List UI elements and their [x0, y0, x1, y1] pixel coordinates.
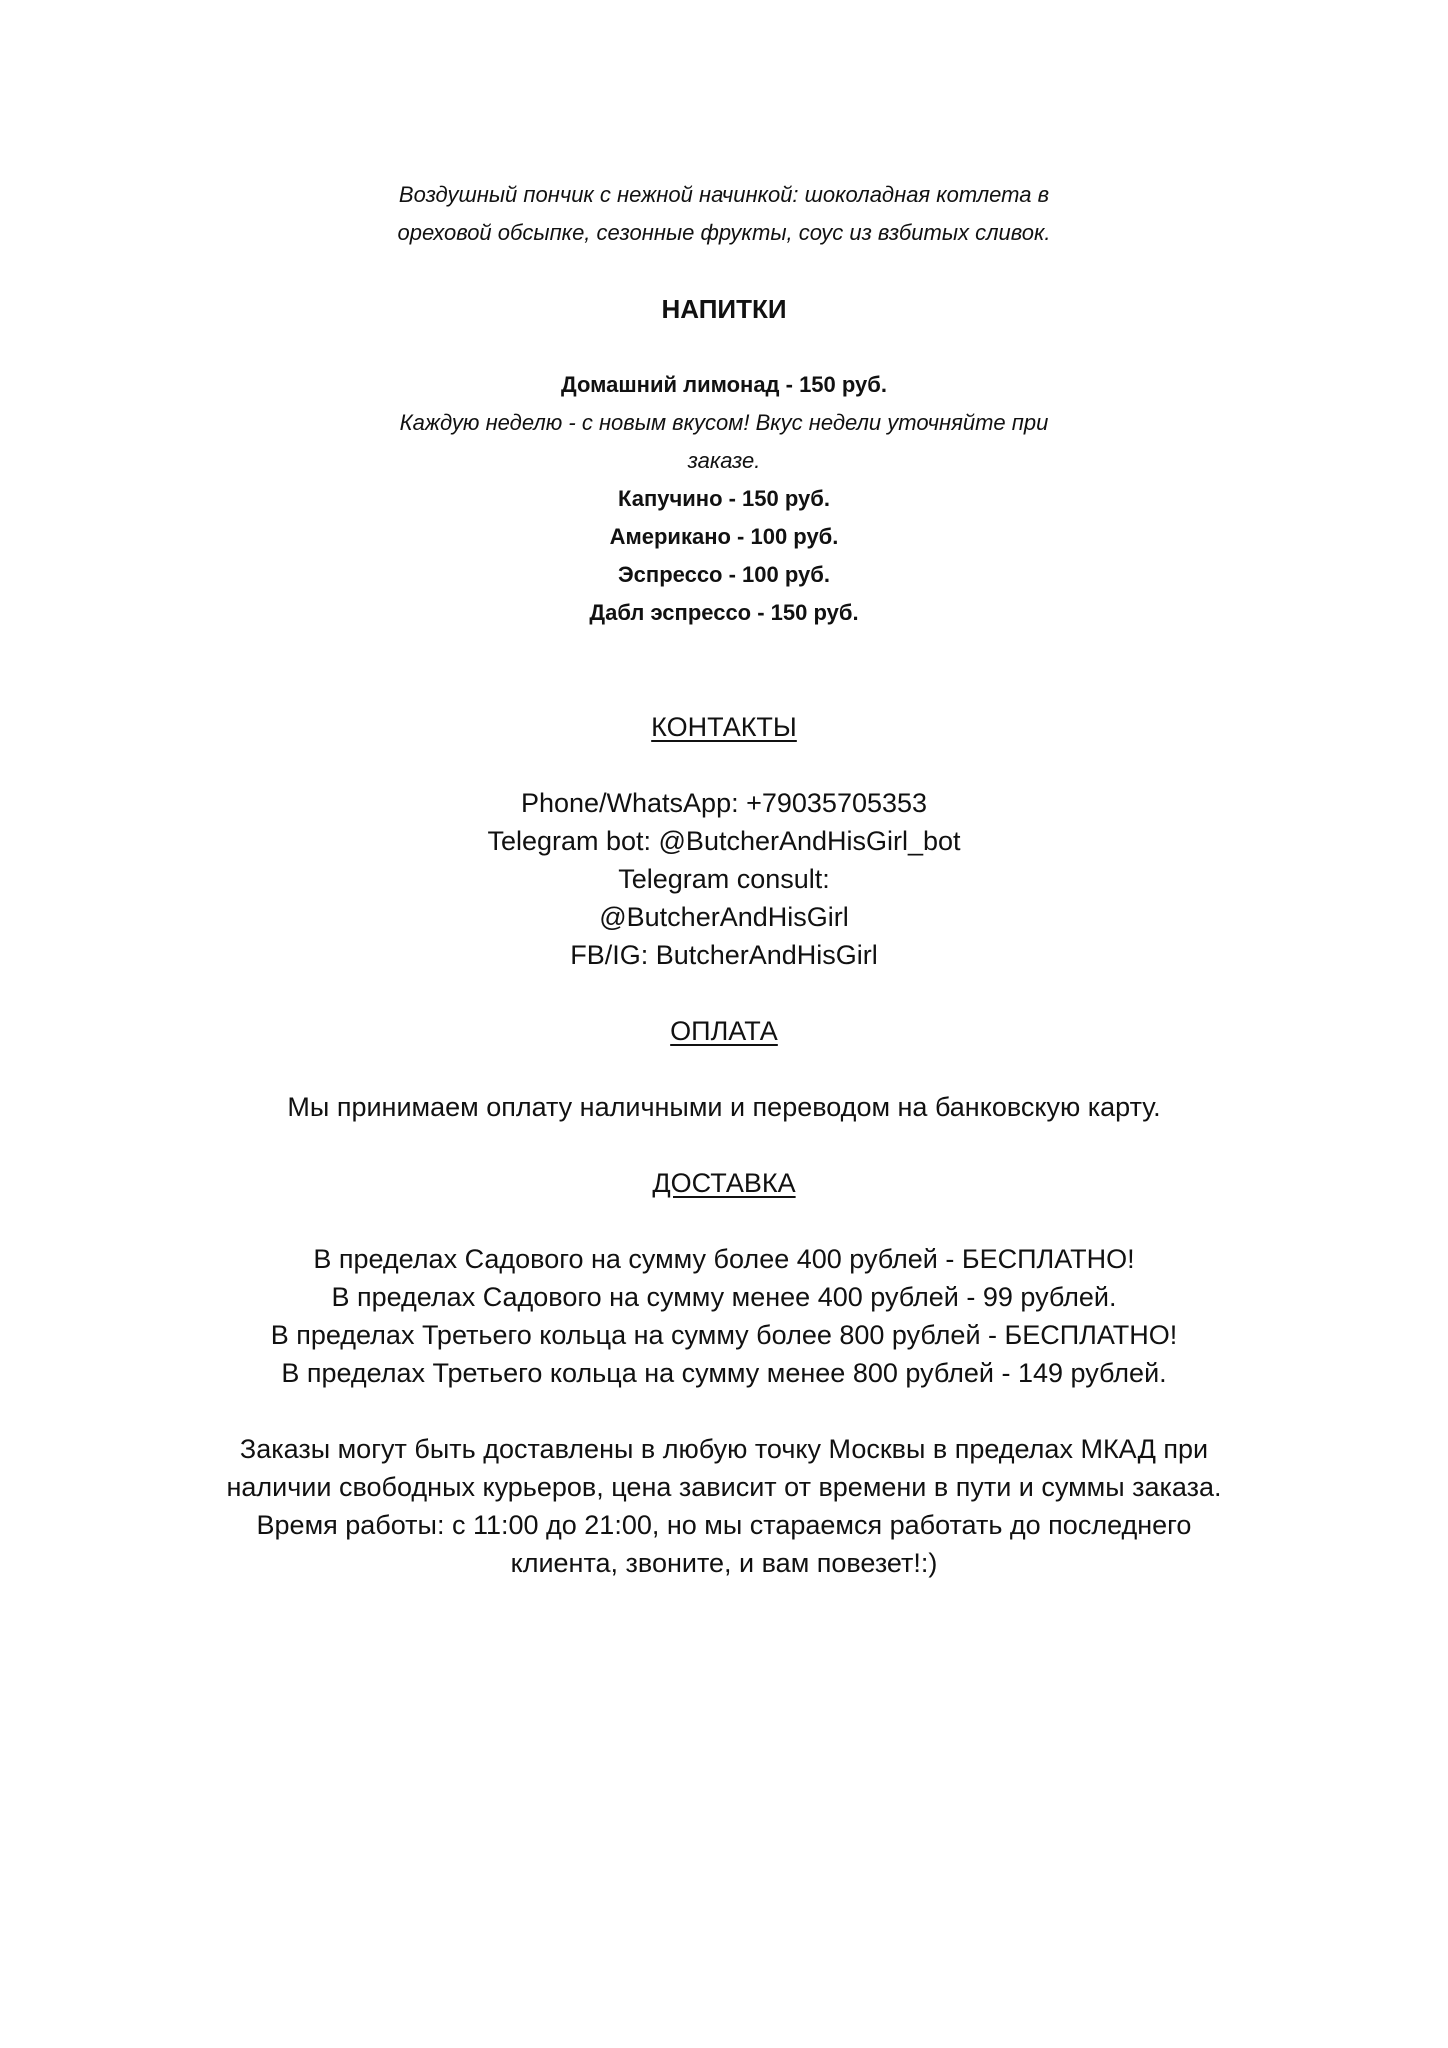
delivery-note-line-1: Заказы могут быть доставлены в любую точку Москвы в пределах МКАД при: [239, 1434, 1209, 1464]
delivery-rate-2: В пределах Садового на сумму менее 400 рублей - 99 рублей.: [331, 1282, 1117, 1312]
drink-item-espresso: Эспрессо - 100 руб.: [618, 562, 830, 587]
payment-heading: ОПЛАТА: [670, 1016, 778, 1046]
contacts-heading: КОНТАКТЫ: [651, 712, 797, 742]
delivery-rate-4: В пределах Третьего кольца на сумму менее 800 рублей - 149 рублей.: [281, 1358, 1167, 1388]
contact-telegram-bot: Telegram bot: @ButcherAndHisGirl_bot: [487, 826, 961, 856]
payment-text: Мы принимаем оплату наличными и переводом на банковскую карту.: [287, 1092, 1161, 1122]
delivery-note-line-2: наличии свободных курьеров, цена зависит от времени в пути и суммы заказа.: [226, 1472, 1222, 1502]
delivery-rate-3: В пределах Третьего кольца на сумму более 800 рублей - БЕСПЛАТНО!: [270, 1320, 1178, 1350]
drink-item-americano: Американо - 100 руб.: [609, 524, 839, 549]
delivery-heading: ДОСТАВКА: [652, 1168, 796, 1198]
lemonade-title: Домашний лимонад - 150 руб.: [561, 372, 887, 397]
contact-telegram-consult-handle: @ButcherAndHisGirl: [599, 902, 849, 932]
dessert-description-line-1: Воздушный пончик с нежной начинкой: шоколадная котлета в: [398, 182, 1050, 207]
contact-telegram-consult-label: Telegram consult:: [618, 864, 830, 894]
contact-fb-ig: FB/IG: ButcherAndHisGirl: [570, 940, 878, 970]
delivery-rate-1: В пределах Садового на сумму более 400 рублей - БЕСПЛАТНО!: [313, 1244, 1135, 1274]
drinks-heading: НАПИТКИ: [661, 294, 787, 324]
delivery-note-line-3: Время работы: с 11:00 до 21:00, но мы стараемся работать до последнего: [256, 1510, 1192, 1540]
dessert-description-line-2: ореховой обсыпке, сезонные фрукты, соус из взбитых сливок.: [397, 220, 1051, 245]
drink-item-double-espresso: Дабл эспрессо - 150 руб.: [589, 600, 859, 625]
contact-phone: Phone/WhatsApp: +79035705353: [520, 788, 928, 818]
lemonade-note-line-1: Каждую неделю - с новым вкусом! Вкус недели уточняйте при: [399, 410, 1049, 435]
drink-item-cappuccino: Капучино - 150 руб.: [618, 486, 830, 511]
delivery-note-line-4: клиента, звоните, и вам повезет!:): [510, 1548, 938, 1578]
lemonade-note-line-2: заказе.: [687, 448, 761, 473]
